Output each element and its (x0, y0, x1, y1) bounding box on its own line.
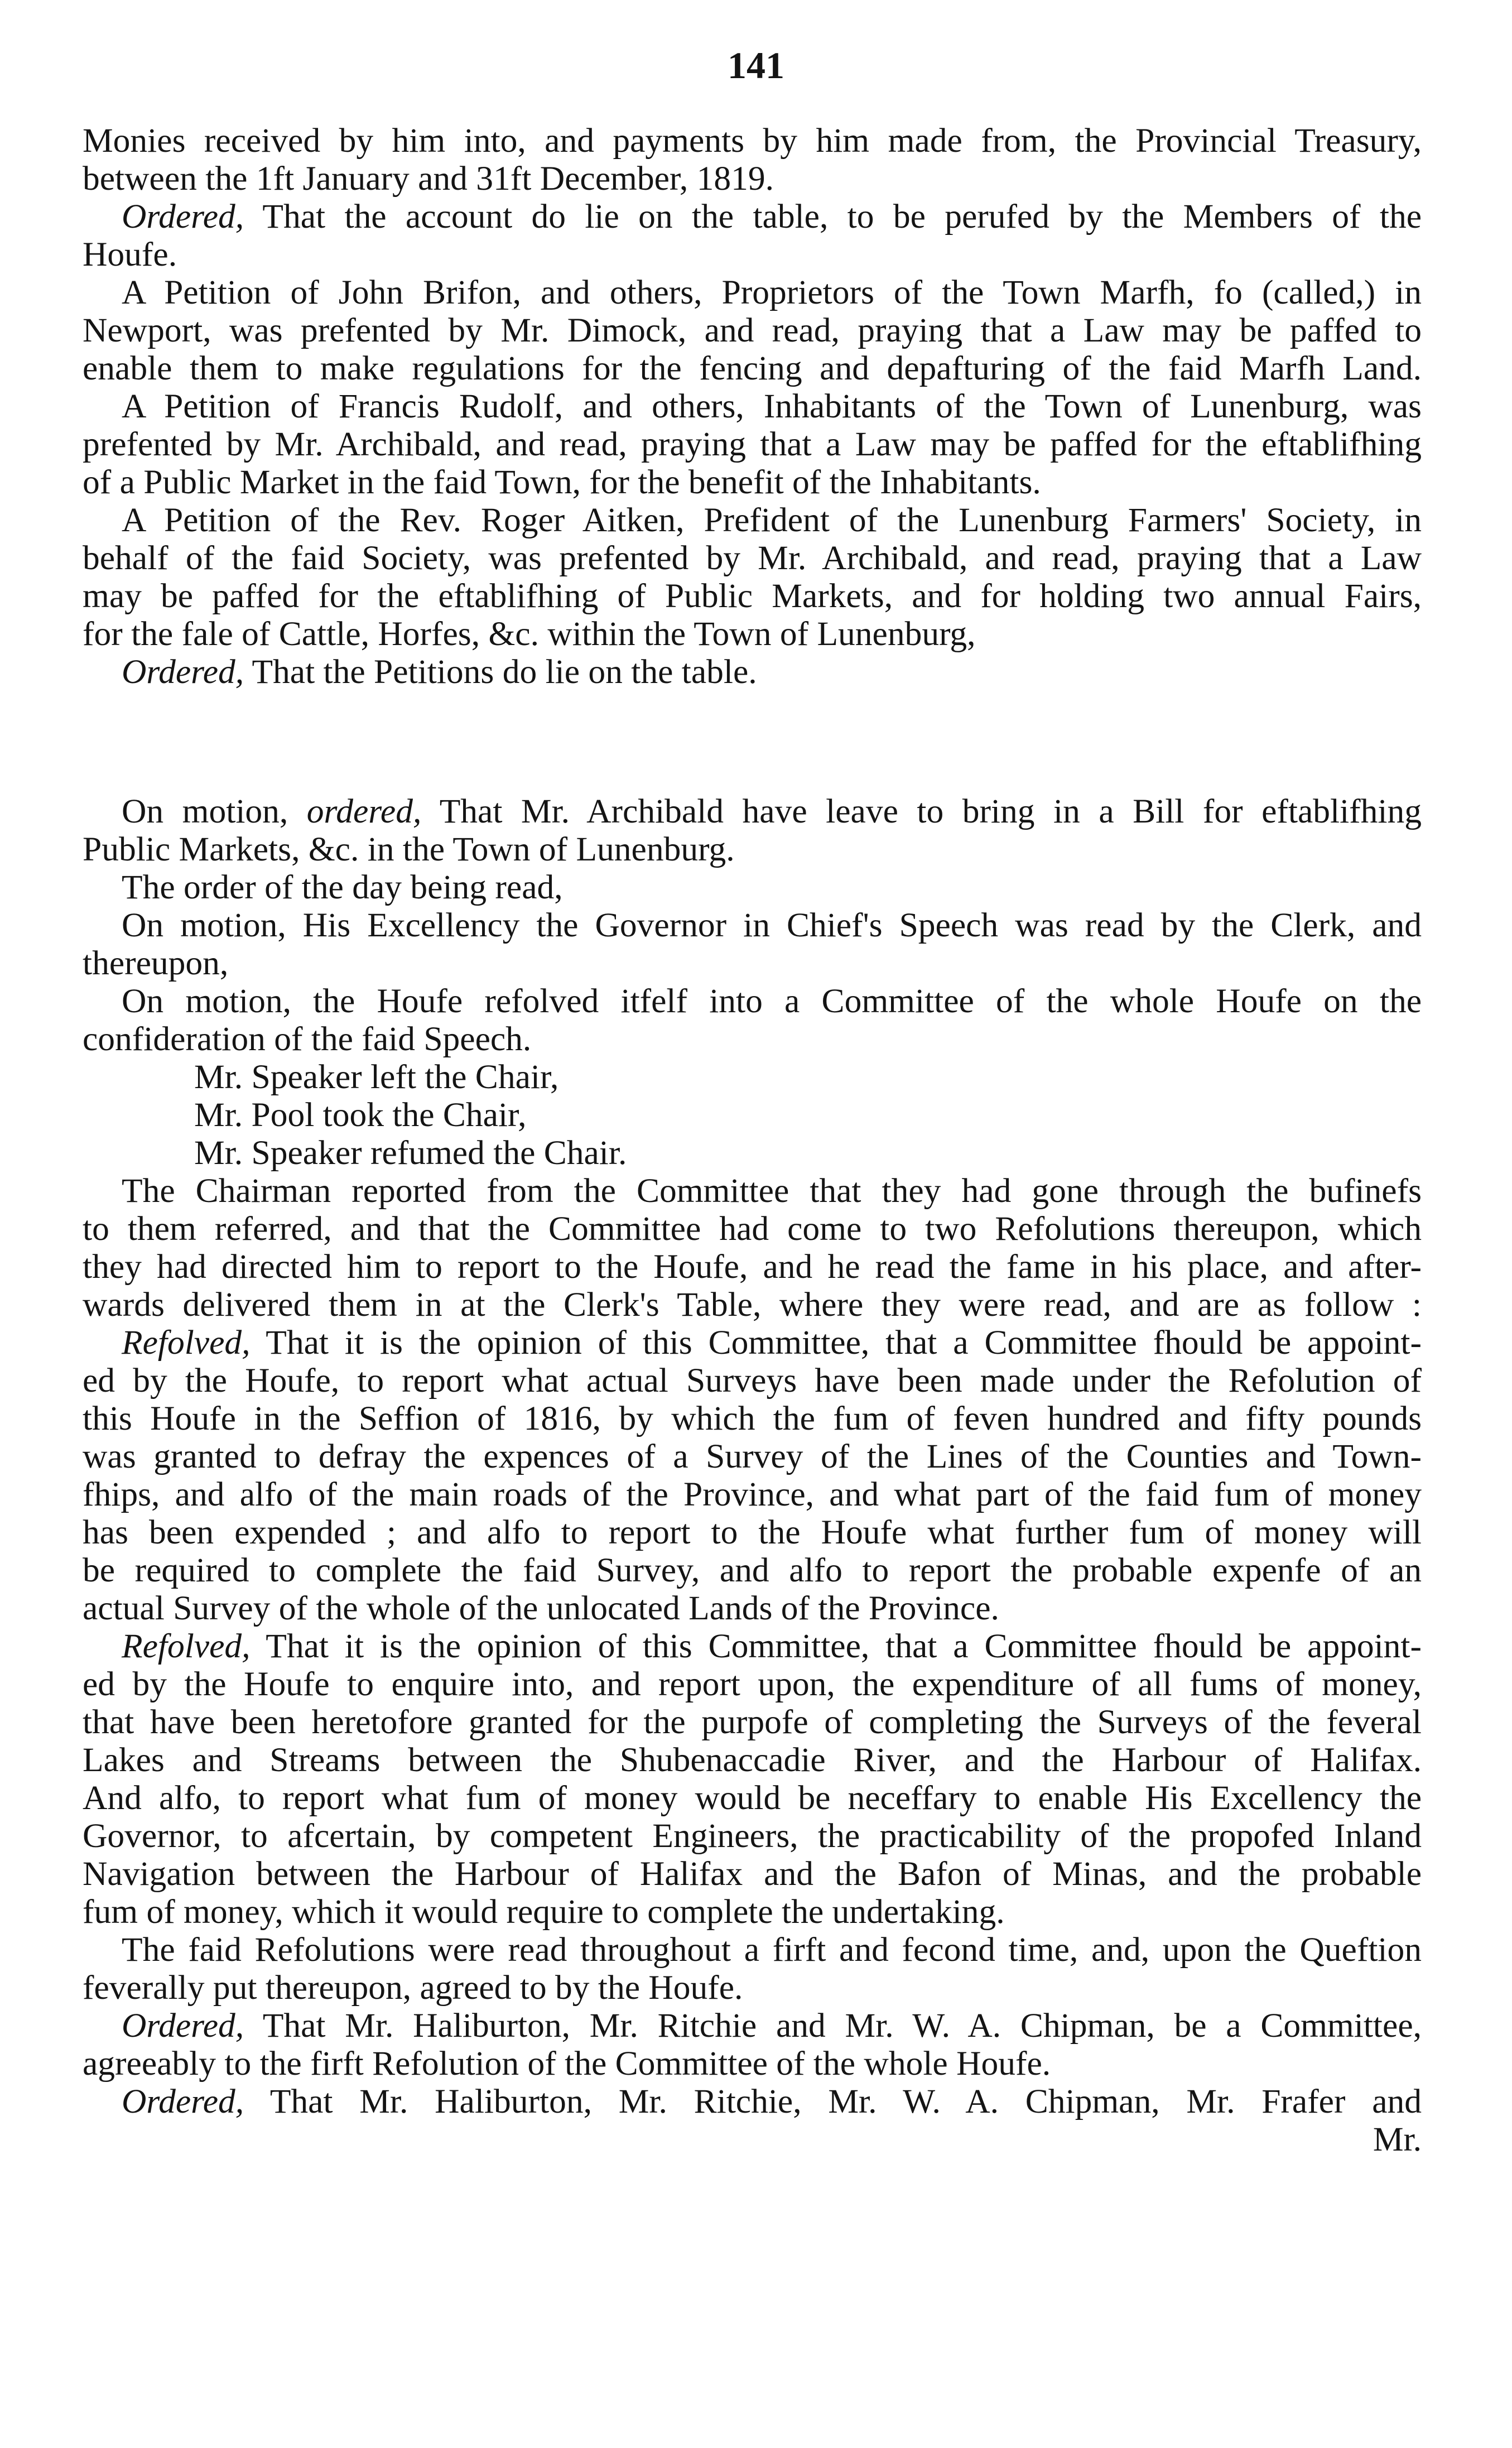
text-line: Monies received by him into, and payments by him made from, the Provincial Treasury, (83, 122, 1422, 160)
text-block-bottom (83, 792, 1422, 2158)
text-line: On motion, ordered, That Mr. Archibald have leave to bring in a Bill for eftablifhing (122, 792, 1422, 830)
text-line: prefented by Mr. Archibald, and read, praying that a Law may be paffed for the eftablifhing (83, 425, 1422, 463)
text-line: for the fale of Cattle, Horfes, &c. within the Town of Lunenburg, (83, 615, 976, 653)
text-line: On motion, the Houfe refolved itfelf into a Committee of the whole Houfe on the (122, 982, 1422, 1020)
text-line: Lakes and Streams between the Shubenaccadie River, and the Harbour of Halifax. (83, 1741, 1422, 1779)
text-line: Mr. Speaker left the Chair, (194, 1058, 559, 1096)
text-line: Public Markets, &c. in the Town of Lunenburg. (83, 830, 735, 868)
text-line: thereupon, (83, 944, 229, 982)
text-line: ed by the Houfe to enquire into, and report upon, the expenditure of all fums of money, (83, 1665, 1422, 1703)
text-line: A Petition of John Brifon, and others, Proprietors of the Town Marfh, fo (called,) in (122, 273, 1422, 311)
text-line: A Petition of the Rev. Roger Aitken, Prefident of the Lunenburg Farmers' Society, in (122, 501, 1422, 539)
text-line: may be paffed for the eftablifhing of Public Markets, and for holding two annual Fairs, (83, 577, 1422, 615)
text-line: enable them to make regulations for the fencing and depafturing of the faid Marfh Land. (83, 349, 1422, 387)
text-line: On motion, His Excellency the Governor in Chief's Speech was read by the Clerk, and (122, 906, 1422, 944)
text-line: Ordered, That the Petitions do lie on the table. (122, 653, 757, 691)
text-line: wards delivered them in at the Clerk's Table, where they were read, and are as follow : (83, 1286, 1422, 1324)
text-line: was granted to defray the expences of a Survey of the Lines of the Counties and Town- (83, 1437, 1422, 1475)
text-line: Mr. Pool took the Chair, (194, 1096, 527, 1134)
text-line: ed by the Houfe, to report what actual Surveys have been made under the Refolution of (83, 1362, 1422, 1399)
text-line: fum of money, which it would require to complete the undertaking. (83, 1893, 1005, 1931)
text-line: Mr. Speaker refumed the Chair. (194, 1134, 627, 1172)
text-line: Refolved, That it is the opinion of this Committee, that a Committee fhould be appoint- (122, 1324, 1422, 1362)
text-line: And alfo, to report what fum of money would be neceffary to enable His Excellency the (83, 1779, 1422, 1817)
text-line: The order of the day being read, (122, 868, 563, 906)
text-line: to them referred, and that the Committee had come to two Refolutions thereupon, which (83, 1210, 1422, 1248)
page-number: 141 (728, 44, 784, 86)
text-line: The faid Refolutions were read throughout a firft and fecond time, and, upon the Queftion (122, 1931, 1422, 1969)
text-line: behalf of the faid Society, was prefented by Mr. Archibald, and read, praying that a Law (83, 539, 1422, 577)
text-line: Navigation between the Harbour of Halifax and the Bafon of Minas, and the probable (83, 1855, 1422, 1893)
text-line: between the 1ft January and 31ft December, 1819. (83, 160, 774, 198)
catchword: Mr. (1373, 2120, 1422, 2158)
text-block-top (83, 122, 1422, 691)
text-line: they had directed him to report to the Houfe, and he read the fame in his place, and after- (83, 1248, 1422, 1286)
text-line: of a Public Market in the faid Town, for the benefit of the Inhabitants. (83, 463, 1041, 501)
text-line: Ordered, That Mr. Haliburton, Mr. Ritchie and Mr. W. A. Chipman, be a Committee, (122, 2007, 1422, 2045)
text-line: this Houfe in the Seffion of 1816, by which the fum of feven hundred and fifty pounds (83, 1399, 1422, 1437)
text-line: feverally put thereupon, agreed to by the Houfe. (83, 1969, 743, 2007)
text-line: Ordered, That Mr. Haliburton, Mr. Ritchie, Mr. W. A. Chipman, Mr. Frafer and (122, 2083, 1422, 2120)
text-line: Governor, to afcertain, by competent Engineers, the practicability of the propofed Inland (83, 1817, 1422, 1855)
text-line: Newport, was prefented by Mr. Dimock, and read, praying that a Law may be paffed to (83, 311, 1422, 349)
text-line: be required to complete the faid Survey, and alfo to report the probable expenfe of an (83, 1551, 1422, 1589)
text-line: The Chairman reported from the Committee that they had gone through the bufinefs (122, 1172, 1422, 1210)
text-line: Ordered, That the account do lie on the table, to be perufed by the Members of the (122, 198, 1422, 235)
text-line: actual Survey of the whole of the unlocated Lands of the Province. (83, 1589, 999, 1627)
text-line: fhips, and alfo of the main roads of the Province, and what part of the faid fum of money (83, 1475, 1422, 1513)
text-line: agreeably to the firft Refolution of the Committee of the whole Houfe. (83, 2045, 1051, 2083)
text-line: Refolved, That it is the opinion of this Committee, that a Committee fhould be appoint- (122, 1627, 1422, 1665)
text-line: Houfe. (83, 235, 177, 273)
text-line: that have been heretofore granted for the purpofe of completing the Surveys of the feveral (83, 1703, 1422, 1741)
text-line: has been expended ; and alfo to report to the Houfe what further fum of money will (83, 1513, 1422, 1551)
text-line: A Petition of Francis Rudolf, and others, Inhabitants of the Town of Lunenburg, was (122, 387, 1422, 425)
text-line: confideration of the faid Speech. (83, 1020, 532, 1058)
